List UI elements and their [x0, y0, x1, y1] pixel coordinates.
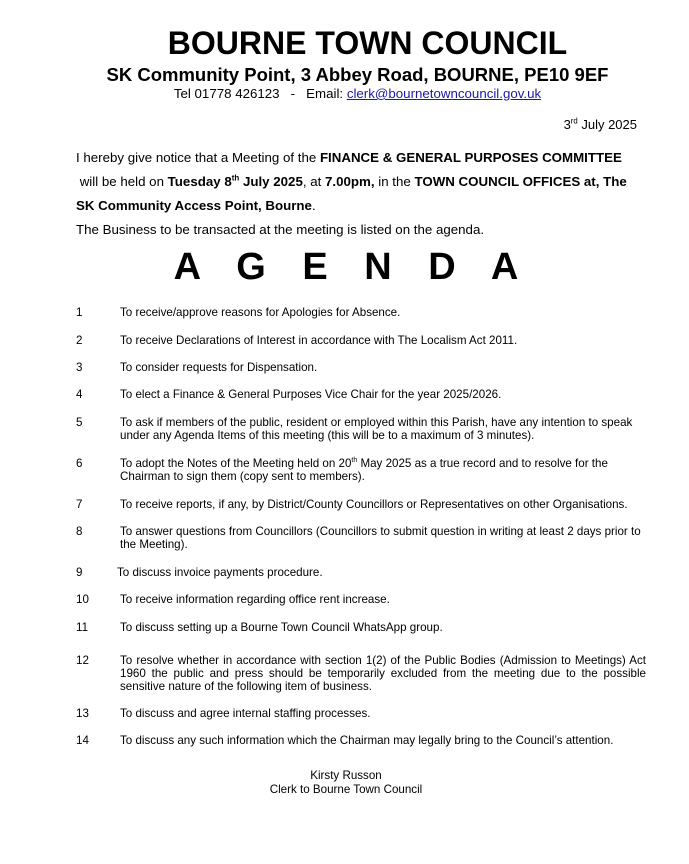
item-text: To resolve whether in accordance with section 1(2) of the Public Bodies (Admission to Meetings) Act 1960 the public and press should be temporarily excluded from the meeting due to the possible sensitive nature of the following item of business. [120, 654, 646, 694]
agenda-item [76, 566, 646, 579]
agenda-item [76, 361, 646, 374]
item-number: 12 [76, 654, 89, 667]
item-text-part: To adopt the Notes of the Meeting held on 20 [120, 457, 352, 470]
meeting-venue: TOWN COUNCIL OFFICES at, The SK Community Access Point, Bourne [76, 174, 627, 213]
agenda-item [76, 416, 646, 442]
clerk-role: Clerk to Bourne Town Council [269, 782, 423, 796]
item-text [120, 457, 646, 483]
item-text-suffix: th [351, 457, 358, 465]
item-number: 3 [76, 361, 83, 374]
item-text: To discuss and agree internal staffing processes. [120, 707, 371, 720]
notice-text: I hereby give notice that a Meeting of the [76, 150, 320, 165]
meeting-date [168, 174, 303, 189]
meeting-notice [76, 146, 646, 242]
clerk-name: Kirsty Russon [310, 769, 382, 782]
meeting-day-suffix: th [231, 173, 240, 183]
item-number: 11 [76, 621, 89, 634]
item-number: 4 [76, 388, 83, 401]
meeting-day: Tuesday 8 [167, 174, 232, 189]
council-title: BOURNE TOWN COUNCIL [167, 25, 568, 61]
notice-date [564, 117, 637, 133]
agenda-item [76, 388, 646, 401]
notice-paragraph [76, 146, 646, 218]
item-text-part: May 2025 as a true record and to resolve for the Chairman to sign them (copy sent to members). [120, 457, 612, 484]
contact-line [0, 86, 689, 102]
notice-text: will be held on [76, 174, 168, 189]
notice-text: , at [302, 174, 326, 189]
business-paragraph: The Business to be transacted at the meeting is listed on the agenda. [76, 222, 485, 237]
item-text: To discuss setting up a Bourne Town Council WhatsApp group. [120, 621, 443, 634]
meeting-time: 7.00pm, [325, 174, 375, 189]
committee-name: FINANCE & GENERAL PURPOSES COMMITTEE [319, 150, 622, 165]
agenda-item [76, 525, 646, 551]
item-number: 5 [76, 416, 83, 429]
contact-tel: Tel 01778 426123 - Email: [173, 86, 347, 101]
item-number: 2 [76, 334, 83, 347]
agenda-item [76, 734, 646, 747]
item-number: 6 [76, 457, 83, 470]
item-text: To ask if members of the public, resident or employed within this Parish, have any intention to speak under any Agenda Items of this meeting (this will be to a maximum of 3 minutes). [120, 416, 633, 443]
item-text: To receive reports, if any, by District/County Councillors or Representatives on other Organisations. [120, 498, 628, 511]
item-text: To receive information regarding office rent increase. [120, 593, 390, 606]
item-number: 8 [76, 525, 83, 538]
agenda-item [76, 334, 646, 347]
item-text: To answer questions from Councillors (Councillors to submit question in writing at least 2 days prior to the Meeting). [120, 525, 641, 552]
agenda-item [76, 654, 646, 694]
agenda-heading: A G E N D A [173, 246, 532, 288]
date-suffix: rd [570, 116, 578, 126]
item-text: To discuss invoice payments procedure. [117, 566, 323, 579]
date-rest: July 2025 [577, 117, 637, 132]
notice-text: in the [374, 174, 415, 189]
agenda-item [76, 457, 646, 483]
item-number: 13 [76, 707, 89, 720]
email-link[interactable]: clerk@bournetowncouncil.gov.uk [346, 86, 542, 101]
council-address: SK Community Point, 3 Abbey Road, BOURNE, PE10 9EF [106, 64, 609, 85]
item-number: 1 [76, 306, 83, 319]
item-text: To receive Declarations of Interest in accordance with The Localism Act 2011. [120, 334, 518, 347]
item-text: To elect a Finance & General Purposes Vice Chair for the year 2025/2026. [120, 388, 502, 401]
item-text: To discuss any such information which the Chairman may legally bring to the Council’s attention. [120, 734, 614, 747]
item-number: 10 [76, 593, 89, 606]
agenda-item [76, 498, 646, 511]
item-text: To consider requests for Dispensation. [120, 361, 318, 374]
item-number: 9 [76, 566, 83, 579]
agenda-item [76, 306, 646, 319]
meeting-month: July 2025 [239, 174, 303, 189]
agenda-item [76, 707, 646, 720]
item-number: 14 [76, 734, 89, 747]
agenda-item [76, 621, 646, 634]
date-day: 3 [563, 117, 571, 132]
notice-text: . [311, 198, 316, 213]
agenda-item [76, 593, 646, 606]
signature-block [0, 769, 689, 796]
item-text: To receive/approve reasons for Apologies for Absence. [120, 306, 401, 319]
item-number: 7 [76, 498, 83, 511]
